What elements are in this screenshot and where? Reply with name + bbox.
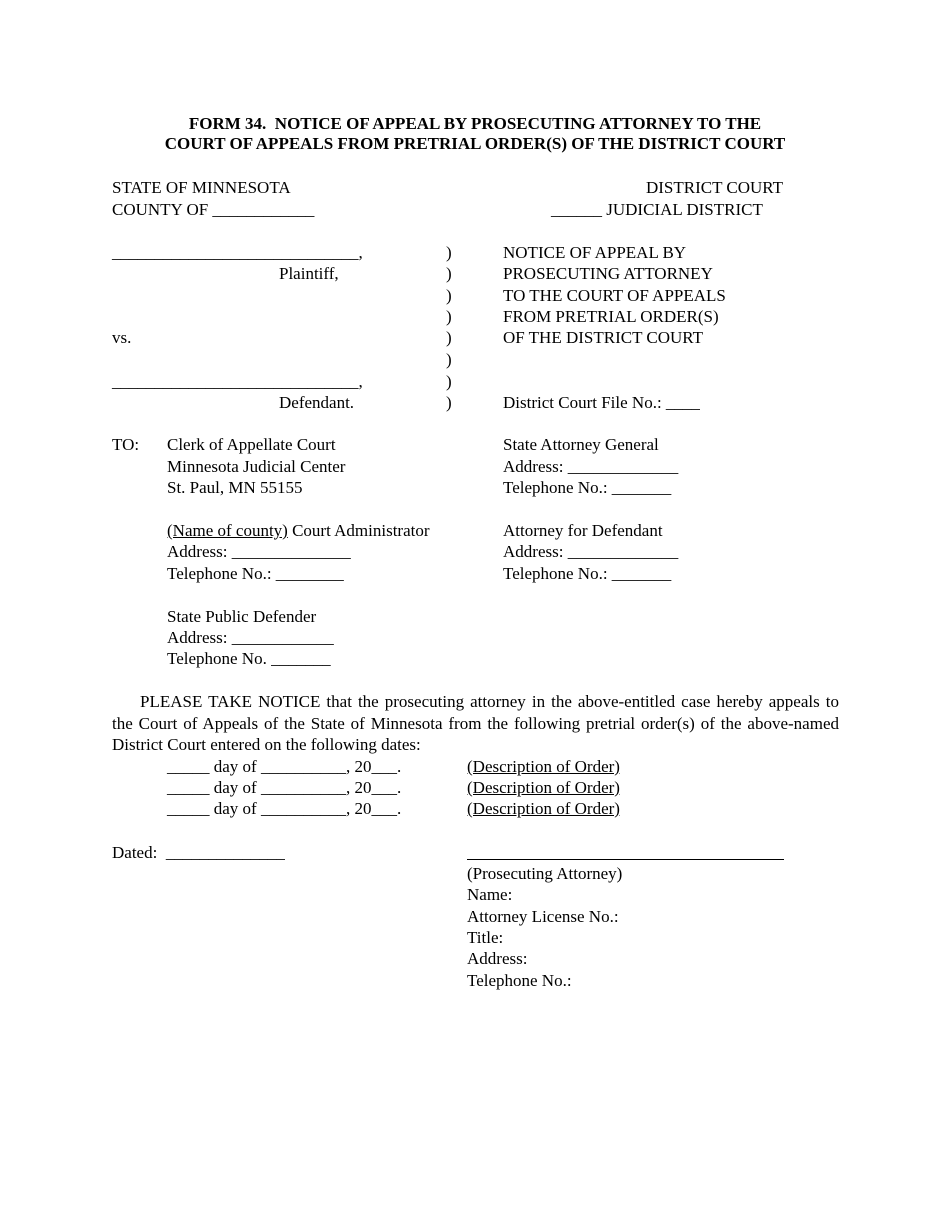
form-title-line1: FORM 34. NOTICE OF APPEAL BY PROSECUTING ATTORNEY TO THE xyxy=(188,114,762,133)
caption-paren: ) xyxy=(446,372,452,391)
form-title-line2: COURT OF APPEALS FROM PRETRIAL ORDER(S) OF THE DISTRICT COURT xyxy=(164,134,786,153)
caption-paren: ) xyxy=(446,307,452,326)
attorney-general-line: Address: _____________ xyxy=(503,457,679,476)
admin-telephone: Telephone No.: ________ xyxy=(167,564,344,583)
order-date: _____ day of __________, 20___. xyxy=(167,778,402,797)
order-date: _____ day of __________, 20___. xyxy=(167,799,402,818)
notice-title-line: TO THE COURT OF APPEALS xyxy=(503,286,726,305)
defendant-label: Defendant. xyxy=(279,393,355,412)
signature-line xyxy=(467,859,784,860)
signature-block-line: Name: xyxy=(467,885,513,904)
plaintiff-label: Plaintiff, xyxy=(279,264,339,283)
notice-title-line: OF THE DISTRICT COURT xyxy=(503,328,704,347)
caption-paren: ) xyxy=(446,350,452,369)
notice-title-line: NOTICE OF APPEAL BY xyxy=(503,243,687,262)
county-field: COUNTY OF ____________ xyxy=(112,200,315,219)
vs-label: vs. xyxy=(112,328,132,347)
notice-title-line: FROM PRETRIAL ORDER(S) xyxy=(503,307,719,326)
court-administrator xyxy=(167,520,430,541)
clerk-line: Clerk of Appellate Court xyxy=(167,435,336,454)
clerk-line: St. Paul, MN 55155 xyxy=(167,478,303,497)
signature-block-line: (Prosecuting Attorney) xyxy=(467,864,623,883)
signature-block-line: Address: xyxy=(467,949,528,968)
state-label: STATE OF MINNESOTA xyxy=(112,178,291,197)
caption-paren: ) xyxy=(446,328,452,347)
signature-block-line: Telephone No.: xyxy=(467,971,572,990)
defense-attorney-line: Address: _____________ xyxy=(503,542,679,561)
caption-paren: ) xyxy=(446,264,452,283)
order-description: (Description of Order) xyxy=(467,778,620,797)
county-name-placeholder: (Name of county) xyxy=(167,521,288,540)
attorney-general-line: State Attorney General xyxy=(503,435,659,454)
notice-paragraph: PLEASE TAKE NOTICE that the prosecuting attorney in the above-entitled case hereby appeals to the Court of Appeals of the State of Minnesota from the following pretrial order(s) of the above-named District Court entered on the following dates: xyxy=(112,692,839,754)
order-description: (Description of Order) xyxy=(467,799,620,818)
notice-title-line: PROSECUTING ATTORNEY xyxy=(503,264,713,283)
court-administrator-label: Court Administrator xyxy=(287,521,430,540)
order-date: _____ day of __________, 20___. xyxy=(167,757,402,776)
dated-field: Dated: ______________ xyxy=(112,843,285,862)
signature-block-line: Title: xyxy=(467,928,504,947)
judicial-district-field: ______ JUDICIAL DISTRICT xyxy=(551,200,763,219)
public-defender-line: Telephone No. _______ xyxy=(167,649,331,668)
caption-paren: ) xyxy=(446,393,452,412)
defendant-line: _____________________________, xyxy=(112,372,363,391)
court-label: DISTRICT COURT xyxy=(645,178,783,197)
caption-paren: ) xyxy=(446,286,452,305)
attorney-general-line: Telephone No.: _______ xyxy=(503,478,672,497)
caption-paren: ) xyxy=(446,243,452,262)
order-description: (Description of Order) xyxy=(467,757,620,776)
defense-attorney-line: Attorney for Defendant xyxy=(503,521,663,540)
district-court-file-no: District Court File No.: ____ xyxy=(503,393,700,412)
clerk-line: Minnesota Judicial Center xyxy=(167,457,346,476)
public-defender-line: Address: ____________ xyxy=(167,628,334,647)
signature-block-line: Attorney License No.: xyxy=(467,907,619,926)
admin-address: Address: ______________ xyxy=(167,542,351,561)
defense-attorney-line: Telephone No.: _______ xyxy=(503,564,672,583)
to-label: TO: xyxy=(112,435,140,454)
plaintiff-line: _____________________________, xyxy=(112,243,363,262)
public-defender-line: State Public Defender xyxy=(167,607,317,626)
